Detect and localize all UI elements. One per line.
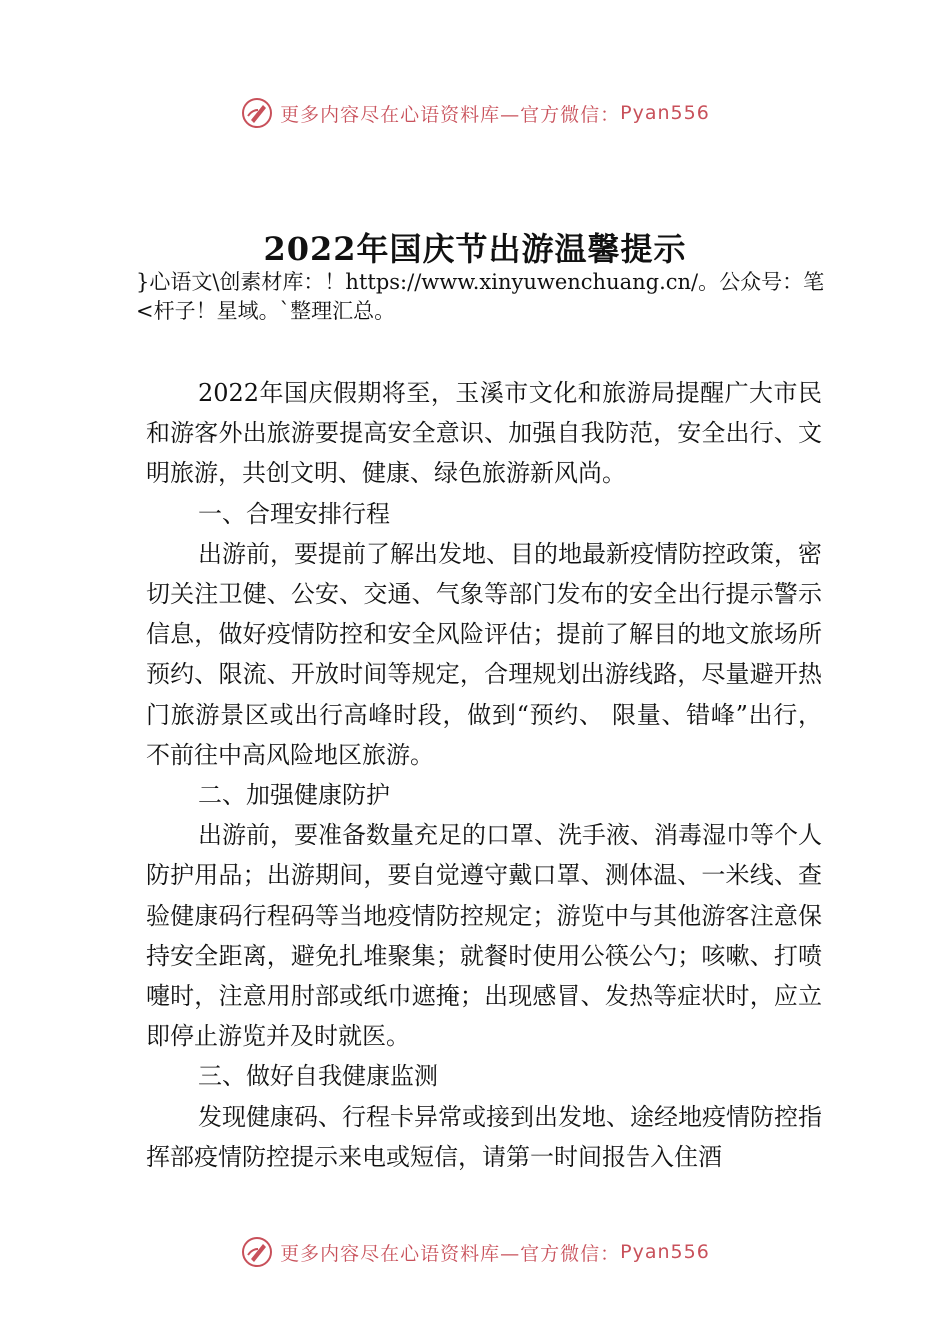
banner-text: 更多内容尽在心语资料库—官方微信： [280, 103, 621, 126]
banner-text: 更多内容尽在心语资料库—官方微信： [280, 1242, 621, 1265]
source-note: }心语文\创素材库：！https://www.xinyuwenchuang.cn/。公众号：笔<杆子！星域。`整理汇总。 [136, 270, 825, 323]
section-heading-3: 三、做好自我健康监测 [198, 1062, 438, 1091]
section-paragraph-2: 出游前，要准备数量充足的口罩、洗手液、消毒湿巾等个人防护用品；出游期间，要自觉遵守戴口罩、测体温、一米线、查验健康码行程码等当地疫情防控规定；游览中与其他游客注意保持安全距离，避免扎堆聚集；就餐时使用公筷公勺；咳嗽、打喷嚏时，注意用肘部或纸巾遮掩；出现感冒、发热等症状时，应立即停止游览并及时就医。 [146, 821, 822, 1051]
intro-paragraph: 2022年国庆假期将至，玉溪市文化和旅游局提醒广大市民和游客外出旅游要提高安全意识、加强自我防范，安全出行、文明旅游，共创文明、健康、绿色旅游新风尚。 [146, 379, 822, 488]
section-heading-2: 二、加强健康防护 [198, 781, 390, 810]
footer-banner [0, 1235, 950, 1269]
document-body [146, 373, 822, 1177]
wechat-id: Pyan556 [620, 1241, 710, 1263]
section-heading-1: 一、合理安排行程 [198, 499, 390, 528]
wechat-id: Pyan556 [620, 102, 710, 124]
document-title: 2022年国庆节出游温馨提示 [263, 230, 687, 268]
pen-logo-icon [240, 96, 274, 130]
section-paragraph-1: 出游前，要提前了解出发地、目的地最新疫情防控政策，密切关注卫健、公安、交通、气象等部门发布的安全出行提示警示信息，做好疫情防控和安全风险评估；提前了解目的地文旅场所预约、限流、开放时间等规定，合理规划出游线路，尽量避开热门旅游景区或出行高峰时段，做到“预约、 限量、错峰”出行，不前往中高风险地区旅游。 [146, 539, 822, 769]
pen-logo-icon [240, 1235, 274, 1269]
section-paragraph-3: 发现健康码、行程卡异常或接到出发地、途经地疫情防控指挥部疫情防控提示来电或短信，请第一时间报告入住酒 [146, 1102, 822, 1171]
header-banner [0, 96, 950, 130]
